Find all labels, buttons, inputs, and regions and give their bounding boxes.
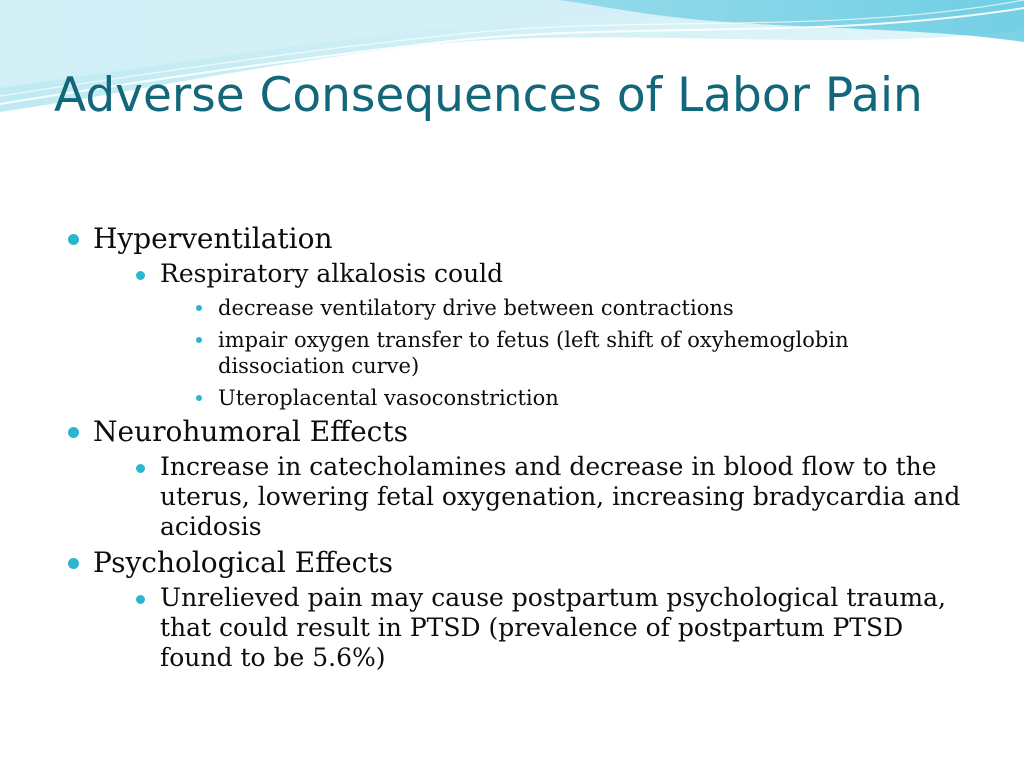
sub-sub-bullet-text: Uteroplacental vasoconstriction <box>218 386 559 410</box>
slide-title: Adverse Consequences of Labor Pain <box>54 68 923 123</box>
bullet-text: Hyperventilation <box>93 222 333 255</box>
bullet-dot-icon <box>68 234 79 245</box>
bullet-dot-icon <box>68 427 79 438</box>
sub-sub-bullet-text: decrease ventilatory drive between contractions <box>218 296 734 320</box>
bullet-dot-icon <box>196 337 202 343</box>
bullet-text: Psychological Effects <box>93 546 393 579</box>
sub-bullet-catecholamines <box>134 452 966 542</box>
sub-sub-bullet-vasoconstriction <box>192 385 966 411</box>
bullet-list <box>66 221 966 673</box>
bullet-dot-icon <box>136 595 145 604</box>
bullet-dot-icon <box>68 558 79 569</box>
bullet-text: Neurohumoral Effects <box>93 415 408 448</box>
sub-sub-bullet-oxygen-transfer <box>192 327 966 379</box>
slide-content <box>66 218 966 673</box>
sub-sub-bullet-ventilatory-drive <box>192 295 966 321</box>
sub-sub-bullet-text: impair oxygen transfer to fetus (left shift of oxyhemoglobin dissociation curve) <box>218 328 849 378</box>
bullet-dot-icon <box>136 464 145 473</box>
sub-bullet-ptsd <box>134 583 966 673</box>
bullet-hyperventilation <box>66 221 966 411</box>
bullet-dot-icon <box>196 395 202 401</box>
sub-bullet-respiratory-alkalosis <box>134 259 966 411</box>
bullet-dot-icon <box>136 271 145 280</box>
sub-bullet-text: Respiratory alkalosis could <box>160 259 504 288</box>
sub-bullet-text: Unrelieved pain may cause postpartum psychological trauma, that could result in PTSD (prevalence of postpartum PTSD found to be 5.6%) <box>160 583 946 672</box>
bullet-neurohumoral-effects <box>66 414 966 542</box>
sub-bullet-text: Increase in catecholamines and decrease in blood flow to the uterus, lowering fetal oxygenation, increasing bradycardia and acidosis <box>160 452 961 541</box>
bullet-psychological-effects <box>66 545 966 673</box>
bullet-dot-icon <box>196 305 202 311</box>
